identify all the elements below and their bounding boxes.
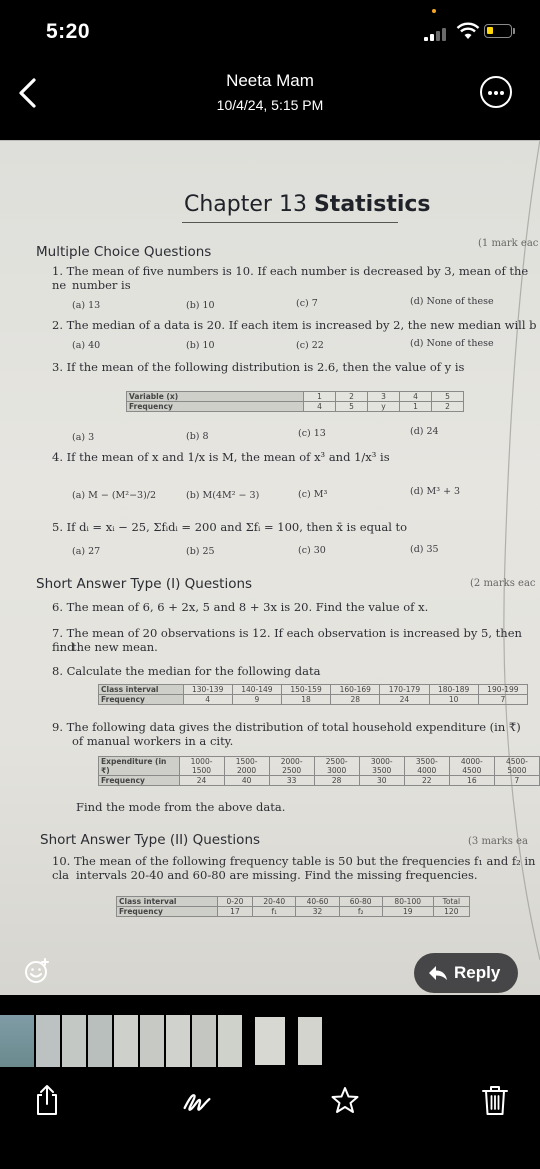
q1-option-c: (c) 7 [296, 298, 318, 309]
attached-photo[interactable] [0, 140, 540, 995]
table-cell: 130-139 [183, 685, 232, 695]
table-cell: 1000-1500 [179, 757, 224, 776]
thumbnail[interactable] [298, 1017, 322, 1065]
question-9-after: Find the mode from the above data. [76, 800, 286, 814]
q1-option-a: (a) 13 [72, 300, 101, 311]
q4-option-c: (c) M³ [298, 489, 328, 500]
table-cell: 4 [183, 695, 232, 705]
q9-table [98, 756, 540, 786]
table-cell: 80-100 [382, 897, 433, 907]
q10-table [116, 896, 470, 917]
q3-option-d: (d) 24 [410, 426, 439, 437]
table-cell: 28 [314, 776, 359, 786]
table-cell: 20-40 [253, 897, 296, 907]
question-5: 5. If dᵢ = xᵢ − 25, Σfᵢdᵢ = 200 and Σfᵢ = 100, then x̄ is equal to [52, 520, 408, 534]
table-row [99, 695, 528, 705]
table-cell: 2 [336, 392, 368, 402]
table-cell: 4 [304, 402, 336, 412]
section-marks-sa1: (2 marks eac [470, 578, 536, 589]
section-title-sa1: Short Answer Type (I) Questions [36, 576, 253, 592]
thumbnail[interactable] [88, 1015, 112, 1067]
battery-icon [484, 24, 512, 38]
section-title-sa2: Short Answer Type (II) Questions [40, 832, 261, 848]
thumbnail[interactable] [140, 1015, 164, 1067]
table-cell: Class interval [117, 897, 218, 907]
table-cell: 18 [281, 695, 330, 705]
q4-option-b: (b) M(4M² − 3) [186, 490, 260, 501]
q3-option-a: (a) 3 [72, 432, 95, 443]
message-date: 10/4/24, 5:15 PM [216, 97, 324, 113]
table-cell: 3 [368, 392, 400, 402]
table-cell: 24 [380, 695, 429, 705]
battery-cap [513, 28, 515, 34]
question-4: 4. If the mean of x and 1/x is M, the mean of x³ and 1/x³ is [52, 450, 390, 464]
q2-option-d: (d) None of these [410, 338, 494, 349]
table-cell: 40 [224, 776, 269, 786]
title-underline [182, 222, 398, 223]
q4-option-d: (d) M³ + 3 [410, 486, 461, 497]
status-bar [0, 0, 540, 62]
question-1-cont: number is [72, 278, 131, 292]
wifi-icon [456, 22, 480, 40]
q5-option-d: (d) 35 [410, 544, 439, 555]
table-cell: 19 [382, 907, 433, 917]
q5-option-c: (c) 30 [298, 545, 326, 556]
table-cell: 1 [399, 402, 431, 412]
table-cell: 4000-4500 [449, 757, 494, 776]
reply-button[interactable] [414, 953, 518, 993]
table-cell: 190-199 [478, 685, 527, 695]
question-8: 8. Calculate the median for the following data [52, 664, 321, 678]
question-6: 6. The mean of 6, 6 + 2x, 5 and 8 + 3x is 20. Find the value of x. [52, 600, 429, 614]
table-cell: 32 [296, 907, 339, 917]
reply-label: Reply [454, 963, 501, 982]
table-cell: 4500-5000 [494, 757, 539, 776]
favorite-star-icon[interactable] [330, 1083, 360, 1117]
question-10-cont: intervals 20-40 and 60-80 are missing. Find the missing frequencies. [76, 868, 478, 882]
table-cell: 3500-4000 [404, 757, 449, 776]
table-cell: 140-149 [232, 685, 281, 695]
section-marks-sa2: (3 marks ea [468, 836, 528, 847]
table-cell: 170-179 [380, 685, 429, 695]
share-icon[interactable] [32, 1083, 62, 1117]
question-9-cont: of manual workers in a city. [72, 734, 234, 748]
table-cell: 60-80 [339, 897, 382, 907]
question-2: 2. The median of a data is 20. If each item is increased by 2, the new median will b [52, 318, 537, 332]
table-row [99, 685, 528, 695]
table-row [117, 897, 470, 907]
thumbnail[interactable] [114, 1015, 138, 1067]
table-cell: 5 [336, 402, 368, 412]
q2-option-a: (a) 40 [72, 340, 101, 351]
table-cell: 30 [359, 776, 404, 786]
more-options-icon[interactable] [480, 76, 512, 108]
table-cell: 2500-3000 [314, 757, 359, 776]
section-marks-mcq: (1 mark eac [478, 238, 539, 249]
chapter-title: Chapter 13 Statistics [184, 192, 431, 217]
thumbnail[interactable] [36, 1015, 60, 1067]
table-cell: 120 [433, 907, 469, 917]
thumbnail[interactable] [192, 1015, 216, 1067]
thumbnail[interactable] [62, 1015, 86, 1067]
table-cell: 150-159 [281, 685, 330, 695]
table-cell: 7 [478, 695, 527, 705]
table-cell: 7 [494, 776, 539, 786]
markup-pen-icon[interactable] [182, 1083, 212, 1117]
table-row [127, 402, 464, 412]
table-cell: 180-189 [429, 685, 478, 695]
thumbnail[interactable] [218, 1015, 242, 1067]
table-row [127, 392, 464, 402]
table-cell: 33 [269, 776, 314, 786]
table-row [99, 757, 540, 776]
status-time: 5:20 [46, 20, 91, 43]
table-cell: 5 [431, 392, 463, 402]
question-1: 1. The mean of five numbers is 10. If each number is decreased by 3, mean of the ne [52, 264, 529, 292]
thumbnail-strip [0, 1015, 540, 1067]
add-reaction-icon[interactable] [24, 958, 50, 984]
table-cell: 16 [449, 776, 494, 786]
thumbnail[interactable] [0, 1015, 34, 1067]
question-7-cont: the new mean. [72, 640, 158, 654]
table-cell: Frequency [127, 402, 304, 412]
table-cell: y [368, 402, 400, 412]
reply-arrow-icon [428, 965, 448, 981]
section-title-mcq: Multiple Choice Questions [36, 244, 212, 260]
table-cell: 24 [179, 776, 224, 786]
table-cell: Frequency [99, 695, 184, 705]
table-cell: 1500-2000 [224, 757, 269, 776]
cellular-signal-icon [424, 27, 450, 41]
q5-option-a: (a) 27 [72, 546, 101, 557]
table-cell: 10 [429, 695, 478, 705]
q1-option-b: (b) 10 [186, 300, 215, 311]
sender-name: Neeta Mam [226, 71, 314, 90]
table-cell: f₁ [253, 907, 296, 917]
table-cell: Frequency [99, 776, 180, 786]
table-cell: f₂ [339, 907, 382, 917]
table-cell: 9 [232, 695, 281, 705]
question-3: 3. If the mean of the following distribution is 2.6, then the value of y is [52, 360, 465, 374]
q3-option-b: (b) 8 [186, 431, 209, 442]
q3-option-c: (c) 13 [298, 428, 326, 439]
table-cell: 28 [331, 695, 380, 705]
q2-option-c: (c) 22 [296, 340, 324, 351]
mic-indicator-dot [432, 9, 436, 13]
q4-option-a: (a) M − (M²−3)/2 [72, 490, 157, 501]
table-row [117, 907, 470, 917]
thumbnail-selected[interactable] [255, 1017, 285, 1065]
bottom-toolbar [0, 1075, 540, 1169]
q2-option-b: (b) 10 [186, 340, 215, 351]
question-7: 7. The mean of 20 observations is 12. If each observation is increased by 5, then find [52, 626, 522, 654]
table-cell: 2 [431, 402, 463, 412]
q8-table [98, 684, 528, 705]
table-cell: 2000-2500 [269, 757, 314, 776]
table-cell: 3000-3500 [359, 757, 404, 776]
q3-table [126, 391, 464, 412]
table-cell: 1 [304, 392, 336, 402]
table-cell: 22 [404, 776, 449, 786]
table-cell: 0-20 [217, 897, 253, 907]
table-cell: Variable (x) [127, 392, 304, 402]
table-cell: 160-169 [331, 685, 380, 695]
table-cell: Total [433, 897, 469, 907]
thumbnail[interactable] [166, 1015, 190, 1067]
table-cell: 40-60 [296, 897, 339, 907]
delete-trash-icon[interactable] [480, 1083, 510, 1117]
table-cell: 17 [217, 907, 253, 917]
table-cell: 4 [399, 392, 431, 402]
q1-option-d: (d) None of these [410, 296, 494, 307]
question-10: 10. The mean of the following frequency table is 50 but the frequencies f₁ and f₂ in cla [52, 854, 536, 882]
message-header [0, 62, 540, 132]
table-cell: Expenditure (in ₹) [99, 757, 180, 776]
question-9: 9. The following data gives the distribution of total household expenditure (in ₹) [52, 720, 521, 734]
table-row [99, 776, 540, 786]
q5-option-b: (b) 25 [186, 546, 215, 557]
table-cell: Class interval [99, 685, 184, 695]
table-cell: Frequency [117, 907, 218, 917]
